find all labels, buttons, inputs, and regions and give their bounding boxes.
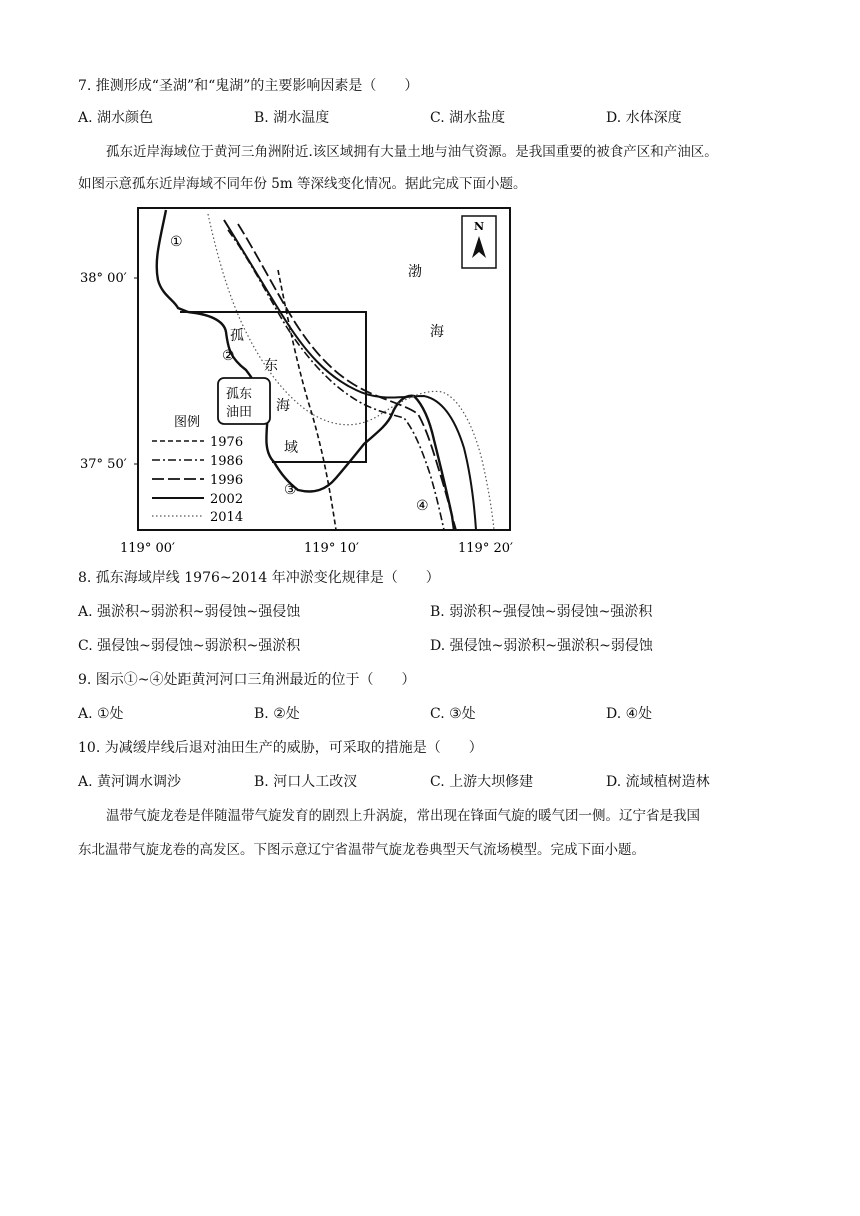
lat-label-3750: 37° 50′ — [80, 457, 127, 472]
legend-1976: 1976 — [210, 435, 244, 450]
q10-option-d: D. 流域植树造林 — [606, 774, 710, 790]
region-char-4: 域 — [284, 440, 298, 456]
q8-option-b: B. 弱淤积~强侵蚀~弱侵蚀~强淤积 — [430, 604, 653, 620]
lat-label-38: 38° 00′ — [80, 271, 127, 286]
legend-1986: 1986 — [210, 454, 244, 469]
q9-option-b: B. ②处 — [254, 706, 300, 722]
q7-option-b: B. 湖水温度 — [254, 110, 330, 126]
marker-3: ③ — [284, 482, 297, 498]
legend-title: 图例 — [174, 415, 201, 430]
q9-option-c: C. ③处 — [430, 706, 476, 722]
q10-stem: 10. 为减缓岸线后退对油田生产的威胁，可采取的措施是（ ） — [78, 740, 483, 756]
passage1-line1: 孤东近岸海域位于黄河三角洲附近.该区域拥有大量土地与油气资源。是我国重要的被食产区和产油区。 — [106, 144, 718, 160]
q10-option-c: C. 上游大坝修建 — [430, 774, 534, 790]
sea-char-2: 海 — [430, 324, 444, 340]
q7-stem: 7. 推测形成“圣湖”和“鬼湖”的主要影响因素是（ ） — [78, 78, 419, 94]
oilfield-label-1: 孤东 — [226, 387, 253, 402]
north-label: N — [474, 220, 485, 233]
q7-option-a: A. 湖水颜色 — [78, 110, 154, 126]
q7-option-c: C. 湖水盐度 — [430, 110, 506, 126]
q7-option-d: D. 水体深度 — [606, 110, 682, 126]
sea-char-1: 渤 — [408, 264, 422, 280]
region-char-1: 孤 — [230, 328, 244, 344]
lon-label-11910: 119° 10′ — [304, 541, 359, 556]
passage2-line2: 东北温带气旋龙卷的高发区。下图示意辽宁省温带气旋龙卷典型天气流场模型。完成下面小题。 — [78, 842, 645, 858]
q8-stem: 8. 孤东海域岸线 1976~2014 年冲淤变化规律是（ ） — [78, 570, 440, 586]
legend-2014: 2014 — [210, 510, 244, 525]
coastline-map — [78, 200, 538, 560]
q8-option-a: A. 强淤积~弱淤积~弱侵蚀~强侵蚀 — [78, 604, 301, 620]
q8-option-d: D. 强侵蚀~弱淤积~强淤积~弱侵蚀 — [430, 638, 653, 654]
lon-label-11900: 119° 00′ — [120, 541, 175, 556]
oilfield-label-2: 油田 — [226, 405, 253, 420]
legend-2002: 2002 — [210, 492, 244, 507]
marker-4: ④ — [416, 498, 429, 514]
legend-1996: 1996 — [210, 473, 244, 488]
coastline-map-figure — [78, 200, 538, 564]
q9-option-a: A. ①处 — [78, 706, 124, 722]
region-char-2: 东 — [264, 358, 278, 374]
passage1-line2: 如图示意孤东近岸海域不同年份 5m 等深线变化情况。据此完成下面小题。 — [78, 176, 527, 192]
q9-option-d: D. ④处 — [606, 706, 653, 722]
q8-option-c: C. 强侵蚀~弱侵蚀~弱淤积~强淤积 — [78, 638, 301, 654]
lon-label-11920: 119° 20′ — [458, 541, 513, 556]
passage2-line1: 温带气旋龙卷是伴随温带气旋发育的剧烈上升涡旋，常出现在锋面气旋的暖气团一侧。辽宁省是我国 — [106, 808, 700, 824]
q10-option-a: A. 黄河调水调沙 — [78, 774, 182, 790]
q10-option-b: B. 河口人工改汊 — [254, 774, 358, 790]
marker-1: ① — [170, 234, 183, 250]
region-char-3: 海 — [276, 398, 290, 414]
marker-2: ② — [222, 348, 235, 364]
q9-stem: 9. 图示①~④处距黄河河口三角洲最近的位于（ ） — [78, 672, 416, 688]
